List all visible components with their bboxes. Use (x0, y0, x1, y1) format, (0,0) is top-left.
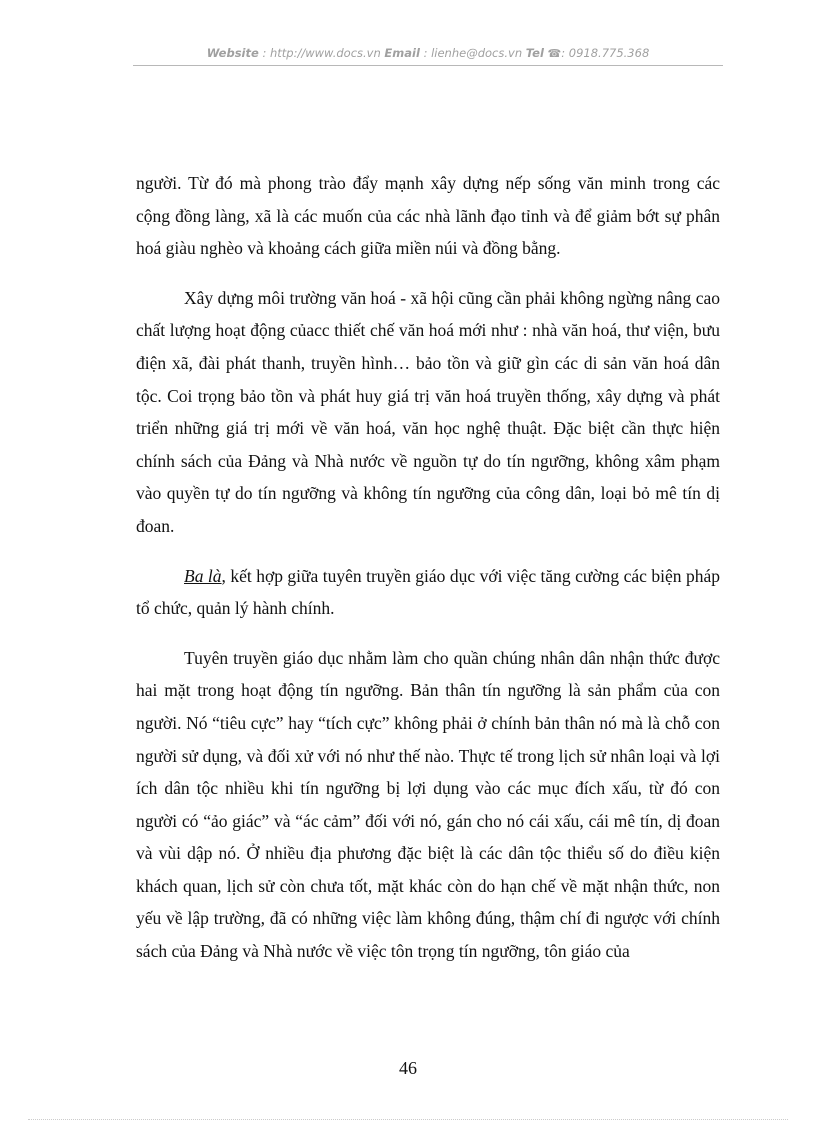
paragraph-4: Tuyên truyền giáo dục nhằm làm cho quần chúng nhân dân nhận thức được hai mặt trong hoạt động tín ngưỡng. Bản thân tín ngưỡng là sản phẩm của con người. Nó “tiêu cực” hay “tích cực” không phải ở chính bản thân nó mà là chỗ con người sử dụng, và đối xử với nó như thế nào. Thực tế trong lịch sử nhân loại và lợi ích dân tộc nhiều khi tín ngưỡng bị lợi dụng vào các mục đích xấu, từ đó con người có “ảo giác” và “ác cảm” đối với nó, gán cho nó cái xấu, cái mê tín, dị đoan và vùi dập nó. Ở nhiều địa phương đặc biệt là các dân tộc thiểu số do điều kiện khách quan, lịch sử còn chưa tốt, mặt khác còn do hạn chế về mặt nhận thức, non yếu về lập trường, đã có những việc làm không đúng, thậm chí đi ngược với chính sách của Đảng và Nhà nước về việc tôn trọng tín ngưỡng, tôn giáo của (136, 647, 720, 962)
paragraph-2: Xây dựng môi trường văn hoá - xã hội cũng cần phải không ngừng nâng cao chất lượng hoạt động củacc thiết chế văn hoá mới như : nhà văn hoá, thư viện, bưu điện xã, đài phát thanh, truyền hình… bảo tồn và giữ gìn các di sản văn hoá dân tộc. Coi trọng bảo tồn và phát huy giá trị văn hoá truyền thống, xây dựng và phát triển những giá trị mới về văn hoá, văn học nghệ thuật. Đặc biệt cần thực hiện chính sách của Đảng và Nhà nước về nguồn tự do tín ngưỡng, không xâm phạm vào quyền tự do tín ngưỡng và không tín ngưỡng của công dân, loại bỏ mê tín dị đoan. (136, 287, 720, 536)
website-label: Website (206, 46, 259, 60)
header-divider (133, 65, 723, 66)
paragraph-1: người. Từ đó mà phong trào đẩy mạnh xây dựng nếp sống văn minh trong các cộng đồng làng, xã là các muốn của các nhà lãnh đạo tỉnh và để giảm bớt sự phân hoá giàu nghèo và khoảng cách giữa miền núi và đồng bằng. (136, 173, 720, 259)
paragraph-3-text: , kết hợp giữa tuyên truyền giáo dục với việc tăng cường các biện pháp tổ chức, quản lý hành chính. (136, 565, 720, 619)
page-number: 46 (399, 1058, 417, 1078)
website-url[interactable]: : http://www.docs.vn (262, 46, 381, 60)
document-body (136, 167, 720, 985)
paragraph-3-lead: Ba là (184, 565, 222, 586)
tel-number: : 0918.775.368 (561, 46, 650, 60)
phone-icon: ☎ (547, 47, 562, 60)
email-label: Email (384, 46, 420, 60)
page-header (133, 46, 723, 60)
footer-divider (28, 1119, 788, 1120)
paragraph-3 (136, 560, 720, 625)
email-address[interactable]: : lienhe@docs.vn (423, 46, 523, 60)
tel-label: Tel (525, 46, 544, 60)
